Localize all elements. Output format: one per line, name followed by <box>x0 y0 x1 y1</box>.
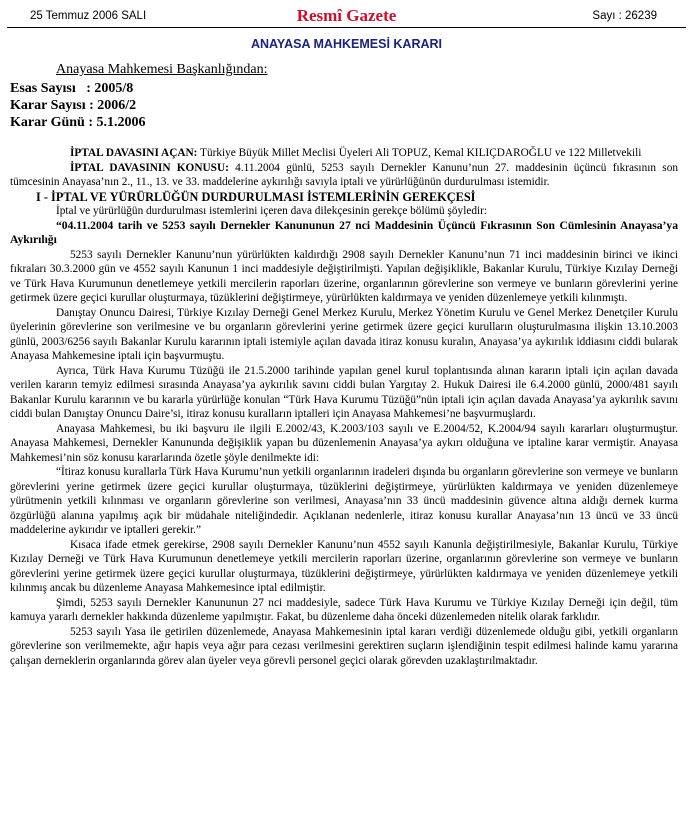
intro-paragraph: İptal ve yürürlüğün durdurulması istemlerini içeren dava dilekçesinin gerekçe bölümü şöyledir: <box>56 205 488 217</box>
header-rule <box>7 27 686 28</box>
body-paragraph: Şimdi, 5253 sayılı Dernekler Kanununun 27 nci maddesiyle, sadece Türk Hava Kurumu ve Türkiye Kızılay Derneği için değil, tüm kamuya yararlı dernekler hakkında düzenleme yapılmıştır. Fakat, bu düzenleme daha önceki düzenlemeden nitelik olarak farklıdır. <box>10 596 678 623</box>
page-header <box>0 0 693 30</box>
plaintiff-text: Türkiye Büyük Millet Meclisi Üyeleri Ali TOPUZ, Kemal KILIÇDAROĞLU ve 122 Milletvekili <box>197 147 642 159</box>
karar-date: Karar Günü : 5.1.2006 <box>10 115 146 130</box>
body-paragraph: Ayrıca, Türk Hava Kurumu Tüzüğü ile 21.5.2000 tarihinde yapılan genel kurul toplantısında alınan kararın iptali için açılan davada verilen kararın temyiz edilmesi sırasında Anayasa’ya aykırılık savını ciddi bulan Yargıtay 2. Hukuk Dairesi ile 6.4.2000 günlü, 2000/481 sayılı Bakanlar Kurulu kararının ve bu kararla yürürlüğe konulan “Türk Hava Kurumu Tüzüğü”nün iptali için açılan davada Anayasa’ya aykırılık savını ciddi bulan Danıştay Onuncu Daire’si, itiraz konusu kuralların iptalleri için Anayasa Mahkemesi’ne başvurmuşlardı. <box>10 364 678 420</box>
document-body <box>10 146 678 668</box>
document-title: ANAYASA MAHKEMESİ KARARI <box>251 37 442 51</box>
issue-number: Sayı : 26239 <box>592 10 657 22</box>
esas-number: Esas Sayısı : 2005/8 <box>10 81 134 96</box>
subject-text: 4.11.2004 günlü, 5253 sayılı Dernekler Kanunu’nun 27. maddesinin üçüncü fıkrasının son tümcesinin Anayasa’nın 2., 11., 13. ve 33. maddelerine aykırılığı savıyla iptali ve yürürlüğünün durdurulması istemidir. <box>10 161 678 188</box>
subject-label: İPTAL DAVASININ KONUSU: <box>70 161 229 174</box>
body-paragraph: 5253 sayılı Yasa ile getirilen düzenlemede, Anayasa Mahkemesinin iptal kararı verdiği düzenlemede olduğu gibi, yetkili organların görevlerine son verilmemekte, ağır hapis veya ağır para cezası verilmesini gerektiren suçların işlendiğinin tespit edilmesi halinde kamu yararına çalışan derneklerin organlarında görev alan üyeler veya görevli personel geçici olarak görevden uzaklaştırılmaktadır. <box>10 625 678 667</box>
plaintiff-label: İPTAL DAVASINI AÇAN: <box>70 147 198 159</box>
header-date: 25 Temmuz 2006 SALI <box>30 10 147 22</box>
case-meta <box>10 80 145 131</box>
karar-number: Karar Sayısı : 2006/2 <box>10 98 137 113</box>
quote-heading: “04.11.2004 tarih ve 5253 sayılı Dernekler Kanununun 27 nci Maddesinin Üçüncü Fıkrasının Son Cümlesinin Anayasa’ya Aykırılığı <box>10 218 678 246</box>
body-paragraph: Kısaca ifade etmek gerekirse, 2908 sayılı Dernekler Kanunu’nun 4552 sayılı Kanunla değiştirilmesiyle, Bakanlar Kurulu, Türkiye Kızılay Derneği ve Türk Hava Kurumunun denetlemeye yetkili mercilerin raporları üzerine, organlarının görevlerine son vermeye ve bunların görevlerini yerine getirmek üzere geçici kurullar oluşturmaya, tüzüklerini değiştirmeye, yürürlükten kaldırmaya ve yeniden düzenlemeye yetkili kılınmış ancak bu düzenleme Anayasa Mahkemesince iptal edilmiştir. <box>10 538 678 594</box>
subject-paragraph <box>10 161 678 190</box>
body-paragraph: Anayasa Mahkemesi, bu iki başvuru ile ilgili E.2002/43, K.2003/103 sayılı ve E.2004/52, K.2004/94 sayılı kararları oluşturmuştur. Anayasa Mahkemesi, Dernekler Kanununda değişiklik yapan bu düzenlemenin Anayasa’ya aykırı olduğuna ve iptaline karar vermiştir. Anayasa Mahkemesi’nin söz konusu kararlarında özetle şöyle denilmekte idi: <box>10 422 678 464</box>
body-paragraph: 5253 sayılı Dernekler Kanunu’nun yürürlükten kaldırdığı 2908 sayılı Dernekler Kanunu’nun 71 inci maddesinin birinci ve ikinci fıkraları 30.3.2000 gün ve 4552 sayılı Kanunun 1 inci maddesiyle değiştirilmişti. Yapılan değişiklikle, Bakanlar Kurulu, Türkiye Kızılay Derneği ve Türk Hava Kurumunun denetlemeye yetkili mercilerin raporları üzerine, organlarının görevlerine son vermeye ve bunların görevlerini yerine getirmek üzere geçici kurullar oluşturmaya, tüzüklerini değiştirmeye, yürürlükten kaldırmaya ve yeniden düzenlemeye yetkili kılınmıştı. <box>10 248 678 304</box>
section-heading: I - İPTAL VE YÜRÜRLÜĞÜN DURDURULMASI İSTEMLERİNİN GEREKÇESİ <box>36 189 476 204</box>
body-paragraph: Danıştay Onuncu Dairesi, Türkiye Kızılay Derneği Genel Merkez Kurulu, Merkez Yönetim Kurulu ve Genel Merkez Denetçiler Kurulu üyelerinin görevlerine son verilmesine ve bu organların görevlerini yerine getirmek üzere geçici kurulların oluşturulmasına ilişkin 13.10.2003 günlü, 2003/6256 sayılı Bakanlar Kurulu kararının iptali istemiyle açılan davada itiraz konusu kuralın, Anayasa’ya aykırılık iddiasını ciddi bularak Anayasa Mahkemesine iptali için başvurmuştu. <box>10 306 678 362</box>
plaintiff-paragraph <box>10 146 678 161</box>
court-heading: Anayasa Mahkemesi Başkanlığından: <box>56 62 268 77</box>
gazette-name: Resmî Gazete <box>296 6 397 25</box>
quoted-decision: “İtiraz konusu kurallarla Türk Hava Kurumu’nun yetkili organlarının iradeleri dışında bu organların görevlerine son vermeye ve bunların görevlerini yerine getirmek üzere geçici kurullar oluşturmaya, tüzüklerini değiştirmeye, yürürlükten kaldırmaya ve yeniden düzenlemeye yürütmenin yetkili kılınması ve organların görevlerine son verilmesi, Anayasa’nın 33 üncü maddesinin güvence altına aldığı dernek kurma özgürlüğü alanına yapılmış açık bir müdahale niteliğindedir. Açıklanan nedenlerle, itiraz konusu kurallar Anayasa’nın 13 üncü ve 33 üncü maddelerine aykırıdır ve iptalleri gerekir.” <box>10 466 678 536</box>
